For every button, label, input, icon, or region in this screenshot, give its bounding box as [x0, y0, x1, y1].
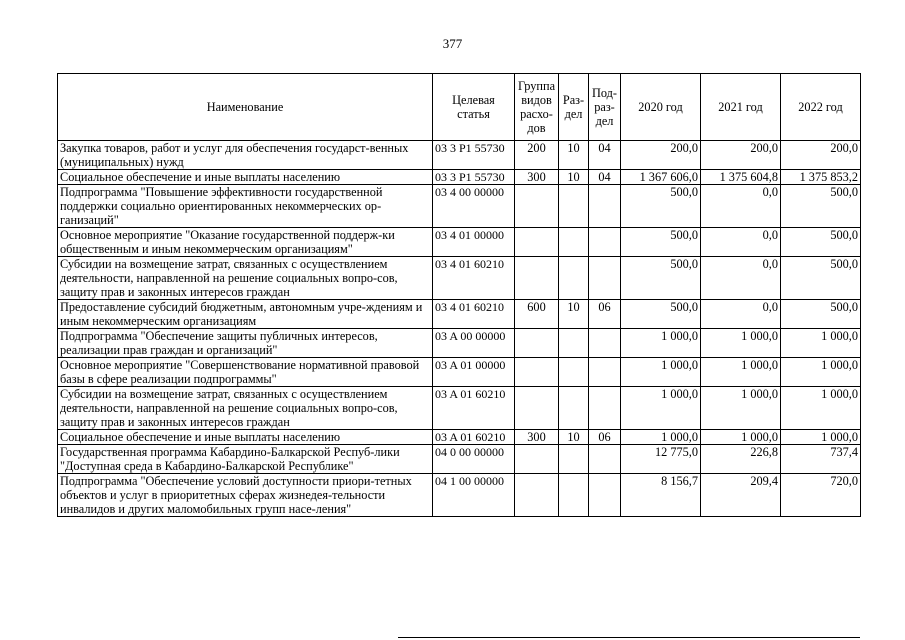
table-row — [58, 228, 861, 257]
cell-2020: 12 775,0 — [621, 445, 701, 474]
cell-group: 600 — [515, 300, 559, 329]
cell-target-code: 03 4 01 60210 — [433, 300, 515, 329]
cell-group: 300 — [515, 430, 559, 445]
cell-2021: 1 000,0 — [701, 430, 781, 445]
table-row — [58, 257, 861, 300]
cell-2022: 1 000,0 — [781, 387, 861, 430]
cell-2021: 1 000,0 — [701, 329, 781, 358]
cell-2020: 1 000,0 — [621, 358, 701, 387]
cell-target-code: 03 A 00 00000 — [433, 329, 515, 358]
cell-2020: 500,0 — [621, 185, 701, 228]
cell-name: Основное мероприятие "Совершенствование нормативной правовой базы в сфере реализации подпрограммы" — [58, 358, 433, 387]
table-row — [58, 430, 861, 445]
header-2020: 2020 год — [621, 74, 701, 141]
header-2022: 2022 год — [781, 74, 861, 141]
cell-2022: 720,0 — [781, 474, 861, 517]
cell-2020: 1 000,0 — [621, 387, 701, 430]
cell-2021: 0,0 — [701, 300, 781, 329]
cell-2020: 200,0 — [621, 141, 701, 170]
header-subsection: Под-раз-дел — [589, 74, 621, 141]
table-row — [58, 170, 861, 185]
cell-name: Подпрограмма "Повышение эффективности государственной поддержки социально ориентированных некоммерческих ор-ганизаций" — [58, 185, 433, 228]
cell-subsection: 06 — [589, 300, 621, 329]
budget-table — [57, 73, 861, 517]
cell-group — [515, 387, 559, 430]
cell-subsection: 04 — [589, 141, 621, 170]
cell-2022: 1 000,0 — [781, 329, 861, 358]
cell-group — [515, 228, 559, 257]
cell-2022: 500,0 — [781, 228, 861, 257]
table-body — [58, 141, 861, 517]
table-row — [58, 185, 861, 228]
cell-group — [515, 358, 559, 387]
cell-subsection: 04 — [589, 170, 621, 185]
cell-subsection — [589, 474, 621, 517]
cell-2021: 0,0 — [701, 228, 781, 257]
cell-target-code: 03 4 00 00000 — [433, 185, 515, 228]
table-row — [58, 445, 861, 474]
footer-divider — [398, 637, 860, 638]
cell-subsection — [589, 387, 621, 430]
cell-section — [559, 329, 589, 358]
cell-2021: 0,0 — [701, 185, 781, 228]
cell-subsection — [589, 445, 621, 474]
cell-group — [515, 257, 559, 300]
cell-section — [559, 387, 589, 430]
header-group: Группа видов расхо-дов — [515, 74, 559, 141]
table-row — [58, 474, 861, 517]
cell-section: 10 — [559, 170, 589, 185]
cell-subsection — [589, 228, 621, 257]
cell-2022: 500,0 — [781, 185, 861, 228]
cell-2022: 737,4 — [781, 445, 861, 474]
cell-group — [515, 474, 559, 517]
cell-name: Подпрограмма "Обеспечение защиты публичных интересов, реализации прав граждан и организаций" — [58, 329, 433, 358]
cell-subsection — [589, 358, 621, 387]
cell-section: 10 — [559, 141, 589, 170]
header-section: Раз-дел — [559, 74, 589, 141]
cell-2022: 500,0 — [781, 300, 861, 329]
cell-name: Предоставление субсидий бюджетным, автономным учре-ждениям и иным некоммерческим организациям — [58, 300, 433, 329]
cell-2021: 1 000,0 — [701, 358, 781, 387]
cell-target-code: 03 4 01 60210 — [433, 257, 515, 300]
cell-section — [559, 474, 589, 517]
cell-2021: 0,0 — [701, 257, 781, 300]
cell-2020: 8 156,7 — [621, 474, 701, 517]
cell-2021: 200,0 — [701, 141, 781, 170]
cell-group: 200 — [515, 141, 559, 170]
cell-2020: 1 367 606,0 — [621, 170, 701, 185]
cell-name: Субсидии на возмещение затрат, связанных с осуществлением деятельности, направленной на решение социальных вопро-сов, защиту прав и законных интересов граждан — [58, 387, 433, 430]
table-row — [58, 387, 861, 430]
cell-subsection — [589, 257, 621, 300]
table-header — [58, 74, 861, 141]
page-number: 377 — [442, 36, 463, 51]
cell-group — [515, 329, 559, 358]
cell-target-code: 03 A 01 60210 — [433, 430, 515, 445]
cell-2020: 1 000,0 — [621, 430, 701, 445]
header-target: Целевая статья — [433, 74, 515, 141]
cell-subsection — [589, 185, 621, 228]
cell-section — [559, 185, 589, 228]
cell-2022: 500,0 — [781, 257, 861, 300]
cell-2021: 1 375 604,8 — [701, 170, 781, 185]
table-row — [58, 141, 861, 170]
cell-2020: 1 000,0 — [621, 329, 701, 358]
cell-target-code: 03 4 01 00000 — [433, 228, 515, 257]
cell-2020: 500,0 — [621, 257, 701, 300]
cell-group — [515, 445, 559, 474]
cell-2022: 1 000,0 — [781, 358, 861, 387]
cell-target-code: 03 3 P1 55730 — [433, 170, 515, 185]
cell-target-code: 03 A 01 60210 — [433, 387, 515, 430]
cell-section: 10 — [559, 430, 589, 445]
cell-name: Социальное обеспечение и иные выплаты населению — [58, 170, 433, 185]
table-row — [58, 300, 861, 329]
cell-name: Закупка товаров, работ и услуг для обеспечения государст-венных (муниципальных) нужд — [58, 141, 433, 170]
cell-section: 10 — [559, 300, 589, 329]
cell-name: Социальное обеспечение и иные выплаты населению — [58, 430, 433, 445]
cell-group — [515, 185, 559, 228]
cell-section — [559, 257, 589, 300]
table-row — [58, 358, 861, 387]
cell-target-code: 03 A 01 00000 — [433, 358, 515, 387]
cell-target-code: 04 1 00 00000 — [433, 474, 515, 517]
cell-2021: 226,8 — [701, 445, 781, 474]
cell-subsection — [589, 329, 621, 358]
header-2021: 2021 год — [701, 74, 781, 141]
cell-2022: 200,0 — [781, 141, 861, 170]
cell-name: Основное мероприятие "Оказание государственной поддерж-ки общественным и иным некоммерческим организациям" — [58, 228, 433, 257]
table-row — [58, 329, 861, 358]
cell-target-code: 04 0 00 00000 — [433, 445, 515, 474]
cell-name: Государственная программа Кабардино-Балкарской Респуб-лики "Доступная среда в Кабардино-Балкарской Республике" — [58, 445, 433, 474]
cell-name: Субсидии на возмещение затрат, связанных с осуществлением деятельности, направленной на решение социальных вопро-сов, защиту прав и законных интересов граждан — [58, 257, 433, 300]
cell-2020: 500,0 — [621, 300, 701, 329]
cell-section — [559, 358, 589, 387]
cell-name: Подпрограмма "Обеспечение условий доступности приори-тетных объектов и услуг в приоритетных сферах жизнедея-тельности инвалидов и других маломобильных групп насе-ления" — [58, 474, 433, 517]
cell-section — [559, 445, 589, 474]
cell-group: 300 — [515, 170, 559, 185]
cell-2021: 209,4 — [701, 474, 781, 517]
cell-2022: 1 000,0 — [781, 430, 861, 445]
cell-2022: 1 375 853,2 — [781, 170, 861, 185]
cell-2021: 1 000,0 — [701, 387, 781, 430]
cell-subsection: 06 — [589, 430, 621, 445]
header-name: Наименование — [58, 74, 433, 141]
cell-2020: 500,0 — [621, 228, 701, 257]
cell-section — [559, 228, 589, 257]
cell-target-code: 03 3 P1 55730 — [433, 141, 515, 170]
